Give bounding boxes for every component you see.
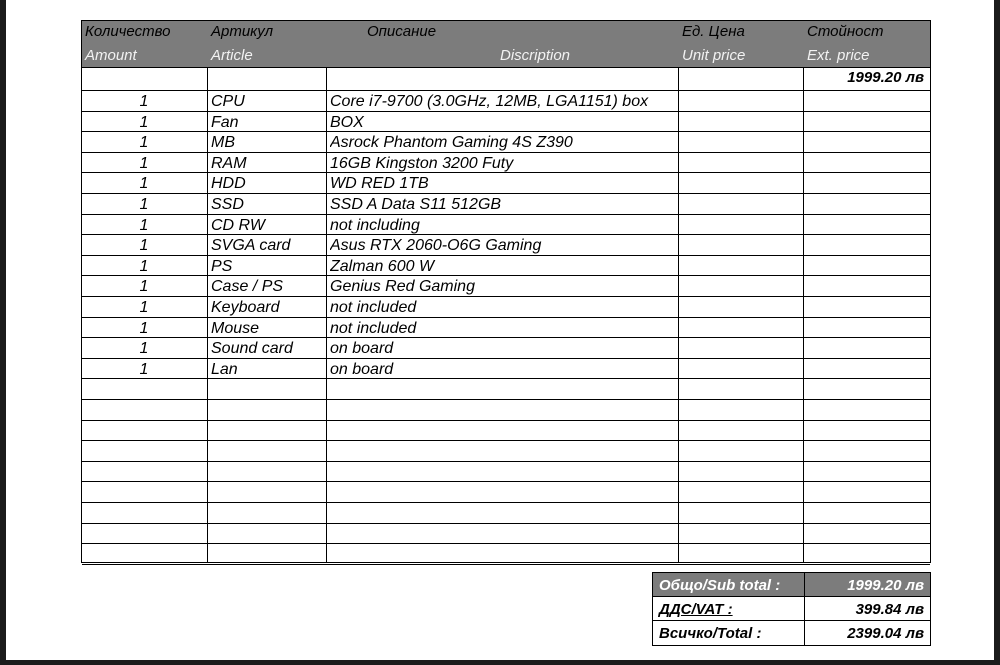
header-ext-price-en: Ext. price <box>807 47 870 64</box>
invoice-table <box>81 20 931 563</box>
row-description: 16GB Kingston 3200 Futy <box>330 154 514 172</box>
table-row <box>82 194 930 215</box>
vat-value: 399.84 лв <box>855 601 924 618</box>
row-divider <box>82 420 930 421</box>
row-amount: 1 <box>139 134 149 152</box>
table-row <box>82 235 930 256</box>
table-row <box>82 318 930 339</box>
row-article: Mouse <box>211 319 260 337</box>
row-divider <box>82 399 930 400</box>
row-divider <box>82 523 930 524</box>
row-description: SSD A Data S11 512GB <box>330 196 502 213</box>
table-row <box>82 359 930 380</box>
row-amount: 1 <box>139 154 149 172</box>
table-row <box>82 112 930 133</box>
row-article: Lan <box>211 360 238 378</box>
row-description: not included <box>330 319 417 337</box>
row-amount: 1 <box>139 319 149 337</box>
table-row <box>82 256 930 277</box>
row-description: Asrock Phantom Gaming 4S Z390 <box>330 134 573 152</box>
row-divider <box>82 564 930 565</box>
row-description: on board <box>330 340 394 358</box>
row-article: RAM <box>211 154 247 172</box>
row-description: Genius Red Gaming <box>330 278 475 296</box>
row-amount: 1 <box>139 216 149 234</box>
total-value: 2399.04 лв <box>847 625 924 642</box>
table-header <box>82 21 930 67</box>
row-description: not included <box>330 299 417 316</box>
total-row <box>653 621 930 645</box>
row-divider <box>82 440 930 441</box>
row-article: CD RW <box>211 216 265 234</box>
subtotal-row <box>653 573 930 597</box>
header-description-ru: Описание <box>367 23 437 40</box>
row-amount: 1 <box>139 299 149 316</box>
row-amount: 1 <box>139 360 149 378</box>
row-amount: 1 <box>139 113 149 131</box>
row-description: BOX <box>330 113 364 131</box>
row-divider <box>82 543 930 544</box>
row-article: SVGA card <box>211 237 291 255</box>
row-amount: 1 <box>139 196 149 213</box>
row-ext-price: 1999.20 лв <box>847 69 924 86</box>
table-row <box>82 132 930 153</box>
row-amount: 1 <box>139 340 149 358</box>
row-divider <box>82 502 930 503</box>
row-article: CPU <box>211 93 245 110</box>
table-row <box>82 173 930 194</box>
table-row <box>82 153 930 174</box>
table-row <box>82 91 930 112</box>
invoice-page <box>6 0 994 660</box>
header-article-en: Article <box>211 47 253 64</box>
totals-row-divider <box>653 620 930 621</box>
row-description: Asus RTX 2060-O6G Gaming <box>330 237 542 255</box>
vat-row <box>653 597 930 621</box>
totals-row-divider <box>653 596 930 597</box>
row-article: MB <box>211 134 235 152</box>
vat-label: ДДС/VAT : <box>659 601 733 618</box>
total-label: Всичко/Total : <box>659 625 762 642</box>
subtotal-value: 1999.20 лв <box>847 577 924 594</box>
row-description: WD RED 1TB <box>330 175 429 193</box>
table-row-total <box>82 67 930 88</box>
row-amount: 1 <box>139 175 149 193</box>
row-divider <box>82 481 930 482</box>
totals-divider <box>804 573 805 645</box>
table-row <box>82 276 930 297</box>
header-amount-en: Amount <box>85 47 137 64</box>
row-amount: 1 <box>139 257 149 275</box>
row-amount: 1 <box>139 237 149 255</box>
header-ext-price-ru: Стойност <box>807 23 884 40</box>
header-amount-ru: Количество <box>85 23 171 40</box>
header-unit-price-ru: Ед. Цена <box>682 23 745 40</box>
header-description-en: Discription <box>500 47 571 64</box>
row-article: Fan <box>211 113 239 131</box>
row-description: on board <box>330 360 394 378</box>
row-article: Case / PS <box>211 278 284 296</box>
row-description: Zalman 600 W <box>330 257 435 275</box>
row-divider <box>82 461 930 462</box>
row-article: PS <box>211 257 233 275</box>
row-article: Keyboard <box>211 299 280 316</box>
table-row <box>82 297 930 318</box>
table-row <box>82 215 930 236</box>
table-row <box>82 338 930 359</box>
header-article-ru: Артикул <box>211 23 274 40</box>
header-unit-price-en: Unit price <box>682 47 746 64</box>
row-amount: 1 <box>139 93 149 110</box>
subtotal-label: Общо/Sub total : <box>659 577 781 594</box>
row-article: HDD <box>211 175 246 193</box>
row-article: Sound card <box>211 340 293 358</box>
row-description: not including <box>330 216 420 234</box>
row-amount: 1 <box>139 278 149 296</box>
totals-box <box>652 572 931 646</box>
row-article: SSD <box>211 196 244 213</box>
row-description: Core i7-9700 (3.0GHz, 12MB, LGA1151) box <box>330 93 649 110</box>
